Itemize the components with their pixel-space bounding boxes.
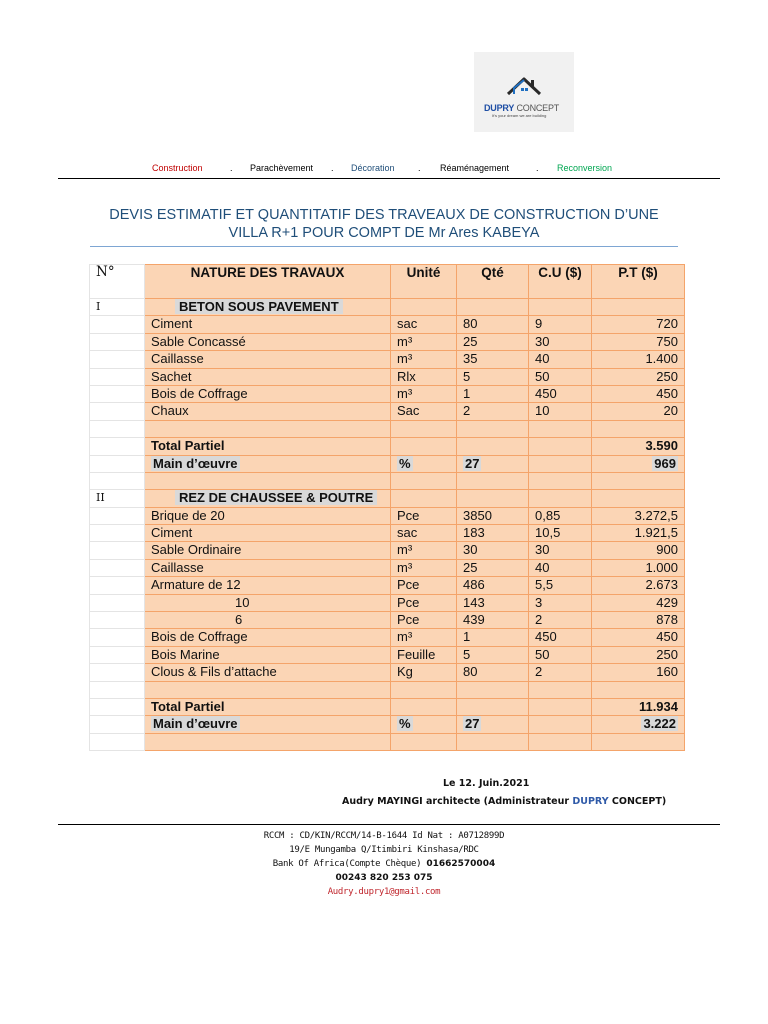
section-title-cell (145, 299, 391, 316)
item-nature: Caillasse (145, 559, 391, 576)
header-num: N° (90, 265, 145, 299)
header-unit: Unité (391, 265, 457, 299)
subtotal-value: 11.934 (592, 698, 685, 715)
service-decoration: Décoration (351, 163, 395, 173)
row-number (90, 351, 145, 368)
item-unit-cost: 40 (529, 351, 592, 368)
footer-email-link[interactable]: Audry.dupry1@gmail.com (327, 887, 441, 897)
empty-cell (592, 490, 685, 507)
header-unit-cost: C.U ($) (529, 265, 592, 299)
item-total-price: 450 (592, 629, 685, 646)
empty-cell (391, 438, 457, 455)
labor-label-cell (145, 455, 391, 472)
item-nature: Caillasse (145, 351, 391, 368)
row-number (90, 333, 145, 350)
item-unit-cost: 10,5 (529, 525, 592, 542)
row-number (90, 733, 145, 750)
service-separator: . (536, 163, 539, 173)
item-qty: 143 (457, 594, 529, 611)
subtotal-value: 3.590 (592, 438, 685, 455)
service-reconversion: Reconversion (557, 163, 613, 173)
empty-cell (592, 299, 685, 316)
empty-cell (592, 472, 685, 489)
item-total-price: 20 (592, 403, 685, 420)
empty-cell (145, 472, 391, 489)
empty-cell (457, 472, 529, 489)
table-row (90, 612, 685, 629)
labor-value: 3.222 (643, 716, 676, 732)
item-nature: Bois Marine (145, 646, 391, 663)
empty-cell (529, 490, 592, 507)
header-nature: NATURE DES TRAVAUX (145, 265, 391, 299)
item-total-price: 160 (592, 664, 685, 681)
row-number (90, 698, 145, 715)
labor-qty-cell (457, 716, 529, 733)
table-row (90, 525, 685, 542)
labor-label: Main d’œuvre (153, 455, 238, 471)
section-title: BETON SOUS PAVEMENT (175, 299, 343, 314)
row-number (90, 542, 145, 559)
item-nature: Sachet (145, 368, 391, 385)
item-qty: 35 (457, 351, 529, 368)
item-unit: sac (391, 525, 457, 542)
item-total-price: 878 (592, 612, 685, 629)
item-nature: Bois de Coffrage (145, 629, 391, 646)
item-qty: 5 (457, 368, 529, 385)
empty-cell (457, 299, 529, 316)
service-construction: Construction (152, 163, 203, 173)
item-nature: Clous & Fils d’attache (145, 664, 391, 681)
item-unit-cost: 9 (529, 316, 592, 333)
labor-value-cell (592, 716, 685, 733)
table-row (90, 542, 685, 559)
row-number (90, 646, 145, 663)
section-number: II (90, 490, 145, 507)
item-qty: 25 (457, 333, 529, 350)
row-number (90, 681, 145, 698)
row-number (90, 455, 145, 472)
empty-cell (391, 733, 457, 750)
row-number (90, 629, 145, 646)
header-divider (58, 178, 720, 179)
signature-name: Audry MAYINGI architecte (Administrateur DUPRY CONCEPT) (342, 796, 667, 807)
empty-cell (391, 472, 457, 489)
service-parachevement: Parachèvement (250, 163, 314, 173)
item-total-price: 250 (592, 368, 685, 385)
item-unit-cost: 0,85 (529, 507, 592, 524)
labor-qty: 27 (465, 455, 480, 471)
labor-qty-cell (457, 455, 529, 472)
labor-value: 969 (654, 455, 676, 471)
item-qty: 1 (457, 629, 529, 646)
item-unit-cost: 10 (529, 403, 592, 420)
section-number: I (90, 299, 145, 316)
empty-cell (529, 698, 592, 715)
item-unit: m³ (391, 559, 457, 576)
footer-divider (58, 824, 720, 825)
empty-cell (592, 681, 685, 698)
section-title-row (90, 299, 685, 316)
row-number (90, 664, 145, 681)
row-number (90, 612, 145, 629)
item-nature: 6 (145, 612, 391, 629)
row-number (90, 403, 145, 420)
row-number (90, 577, 145, 594)
subtotal-row (90, 438, 685, 455)
empty-cell (529, 472, 592, 489)
item-total-price: 250 (592, 646, 685, 663)
item-nature: Ciment (145, 316, 391, 333)
item-unit: Pce (391, 507, 457, 524)
header-total-price: P.T ($) (592, 265, 685, 299)
item-nature: Chaux (145, 403, 391, 420)
item-nature: Sable Ordinaire (145, 542, 391, 559)
item-unit: m³ (391, 542, 457, 559)
table-row (90, 351, 685, 368)
item-unit-cost: 2 (529, 664, 592, 681)
signature-date: Le 12. Juin.2021 (443, 778, 530, 789)
table-header-row (90, 265, 685, 299)
labor-unit: % (399, 455, 411, 471)
labor-row (90, 455, 685, 472)
table-row (90, 316, 685, 333)
blank-row (90, 681, 685, 698)
item-unit: Sac (391, 403, 457, 420)
empty-cell (529, 716, 592, 733)
item-nature: Sable Concassé (145, 333, 391, 350)
empty-cell (391, 490, 457, 507)
blank-row (90, 733, 685, 750)
subtotal-label: Total Partiel (145, 438, 391, 455)
blank-row (90, 472, 685, 489)
service-separator: . (418, 163, 421, 173)
item-total-price: 1.000 (592, 559, 685, 576)
service-separator: . (331, 163, 334, 173)
row-number (90, 385, 145, 402)
labor-label: Main d’œuvre (153, 716, 238, 732)
title-line-1: DEVIS ESTIMATIF ET QUANTITATIF DES TRAVEAUX DE CONSTRUCTION D’UNE (109, 207, 659, 223)
logo-wordmark: DUPRY CONCEPT (484, 103, 560, 113)
empty-cell (391, 420, 457, 437)
section-title-cell (145, 490, 391, 507)
company-footer (0, 829, 768, 899)
labor-unit: % (399, 716, 411, 732)
item-unit-cost: 50 (529, 646, 592, 663)
row-number (90, 559, 145, 576)
item-qty: 25 (457, 559, 529, 576)
item-unit-cost: 5,5 (529, 577, 592, 594)
service-separator: . (230, 163, 233, 173)
document-title (80, 206, 688, 242)
company-logo (474, 52, 574, 132)
row-number (90, 507, 145, 524)
row-number (90, 525, 145, 542)
item-qty: 1 (457, 385, 529, 402)
item-qty: 439 (457, 612, 529, 629)
item-qty: 3850 (457, 507, 529, 524)
table-row (90, 403, 685, 420)
item-unit-cost: 3 (529, 594, 592, 611)
item-qty: 486 (457, 577, 529, 594)
labor-value-cell (592, 455, 685, 472)
empty-cell (592, 733, 685, 750)
empty-cell (457, 681, 529, 698)
table-row (90, 333, 685, 350)
item-unit: Kg (391, 664, 457, 681)
empty-cell (145, 681, 391, 698)
item-total-price: 3.272,5 (592, 507, 685, 524)
empty-cell (457, 490, 529, 507)
footer-phone: 00243 820 253 075 (335, 873, 433, 883)
footer-address: 19/E Mungamba Q/Itimbiri Kinshasa/RDC (289, 845, 479, 855)
item-unit-cost: 40 (529, 559, 592, 576)
item-unit: m³ (391, 333, 457, 350)
empty-cell (457, 438, 529, 455)
header-qty: Qté (457, 265, 529, 299)
table-row (90, 507, 685, 524)
table-row (90, 594, 685, 611)
labor-row (90, 716, 685, 733)
empty-cell (391, 299, 457, 316)
item-nature: 10 (145, 594, 391, 611)
estimate-table (89, 264, 685, 751)
house-logo-icon (504, 74, 544, 100)
item-unit-cost: 2 (529, 612, 592, 629)
empty-cell (145, 733, 391, 750)
item-unit: Pce (391, 594, 457, 611)
item-nature: Bois de Coffrage (145, 385, 391, 402)
empty-cell (391, 698, 457, 715)
table-row (90, 368, 685, 385)
row-number (90, 316, 145, 333)
item-unit-cost: 450 (529, 385, 592, 402)
row-number (90, 594, 145, 611)
table-row (90, 385, 685, 402)
table-row (90, 629, 685, 646)
empty-cell (457, 698, 529, 715)
item-unit: m³ (391, 351, 457, 368)
item-total-price: 429 (592, 594, 685, 611)
item-total-price: 2.673 (592, 577, 685, 594)
section-rez-de-chaussee (90, 490, 685, 751)
empty-cell (529, 299, 592, 316)
item-unit: m³ (391, 385, 457, 402)
table-row (90, 559, 685, 576)
table-row (90, 646, 685, 663)
item-unit-cost: 30 (529, 542, 592, 559)
item-total-price: 900 (592, 542, 685, 559)
item-unit: Pce (391, 577, 457, 594)
empty-cell (457, 420, 529, 437)
item-total-price: 1.400 (592, 351, 685, 368)
item-unit: sac (391, 316, 457, 333)
blank-row (90, 420, 685, 437)
empty-cell (529, 455, 592, 472)
item-unit: m³ (391, 629, 457, 646)
item-unit: Rlx (391, 368, 457, 385)
table-row (90, 664, 685, 681)
empty-cell (529, 681, 592, 698)
empty-cell (457, 733, 529, 750)
subtotal-label: Total Partiel (145, 698, 391, 715)
item-qty: 80 (457, 664, 529, 681)
service-reamenagement: Réaménagement (440, 163, 510, 173)
title-underline (90, 246, 678, 247)
empty-cell (391, 681, 457, 698)
row-number (90, 716, 145, 733)
item-qty: 2 (457, 403, 529, 420)
item-total-price: 750 (592, 333, 685, 350)
item-unit-cost: 450 (529, 629, 592, 646)
labor-label-cell (145, 716, 391, 733)
labor-unit-cell (391, 716, 457, 733)
item-total-price: 450 (592, 385, 685, 402)
empty-cell (529, 420, 592, 437)
item-qty: 5 (457, 646, 529, 663)
subtotal-row (90, 698, 685, 715)
row-number (90, 368, 145, 385)
logo-tagline: It's your dream we are building (492, 113, 547, 118)
title-line-2: VILLA R+1 POUR COMPT DE Mr Ares KABEYA (228, 225, 540, 241)
empty-cell (592, 420, 685, 437)
item-total-price: 1.921,5 (592, 525, 685, 542)
labor-qty: 27 (465, 716, 480, 732)
item-qty: 183 (457, 525, 529, 542)
section-title: REZ DE CHAUSSEE & POUTRE (175, 490, 377, 505)
row-number (90, 420, 145, 437)
empty-cell (529, 733, 592, 750)
item-nature: Brique de 20 (145, 507, 391, 524)
item-unit: Feuille (391, 646, 457, 663)
section-title-row (90, 490, 685, 507)
table-row (90, 577, 685, 594)
row-number (90, 438, 145, 455)
item-unit: Pce (391, 612, 457, 629)
footer-registration: RCCM : CD/KIN/RCCM/14-B-1644 Id Nat : A0712899D (263, 831, 505, 841)
item-nature: Armature de 12 (145, 577, 391, 594)
labor-unit-cell (391, 455, 457, 472)
item-unit-cost: 50 (529, 368, 592, 385)
services-bar (0, 163, 768, 175)
item-unit-cost: 30 (529, 333, 592, 350)
empty-cell (145, 420, 391, 437)
item-total-price: 720 (592, 316, 685, 333)
section-beton (90, 299, 685, 490)
empty-cell (529, 438, 592, 455)
footer-bank: Bank Of Africa(Compte Chèque) 01662570004 (272, 859, 496, 869)
item-nature: Ciment (145, 525, 391, 542)
row-number (90, 472, 145, 489)
item-qty: 80 (457, 316, 529, 333)
item-qty: 30 (457, 542, 529, 559)
